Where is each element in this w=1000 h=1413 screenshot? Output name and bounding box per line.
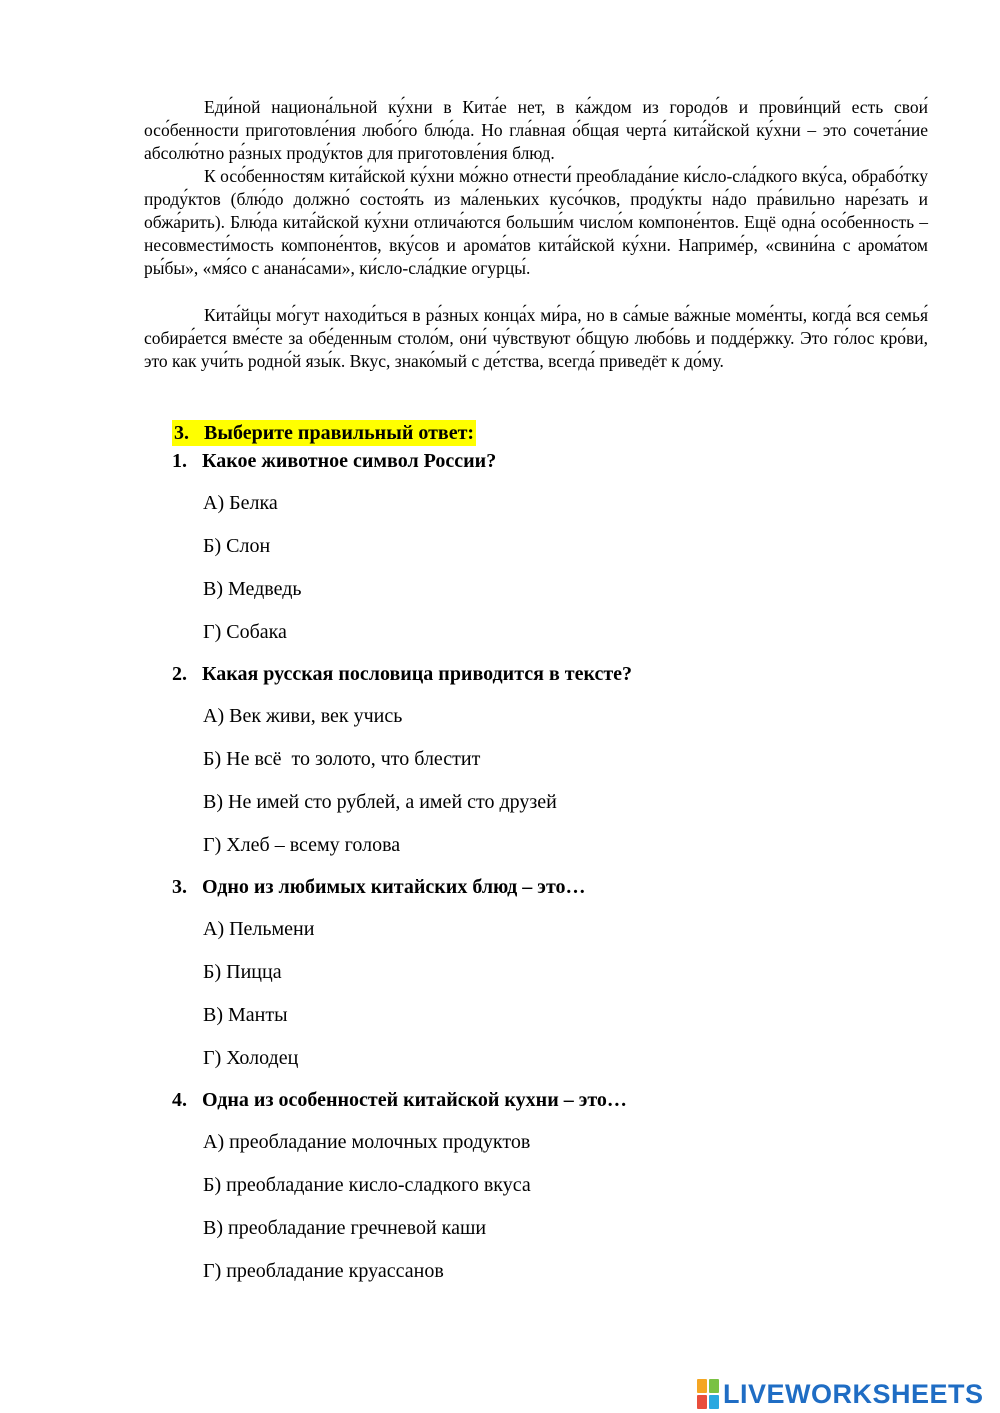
answer-option[interactable]: Г) Холодец bbox=[203, 1047, 299, 1069]
question-3 bbox=[172, 874, 586, 900]
logo-block bbox=[709, 1395, 719, 1409]
answer-option[interactable]: Б) Не всё то золото, что блестит bbox=[203, 748, 481, 770]
answer-option[interactable]: Б) преобладание кисло-сладкого вкуса bbox=[203, 1174, 531, 1196]
question-2 bbox=[172, 661, 632, 687]
answer-option[interactable]: А) Белка bbox=[203, 492, 278, 514]
answer-option[interactable]: Б) Слон bbox=[203, 535, 271, 557]
question-text: Одно из любимых китайских блюд – это… bbox=[202, 876, 586, 898]
question-4 bbox=[172, 1087, 627, 1113]
logo-blocks-icon bbox=[697, 1379, 719, 1409]
reading-paragraph-2: К осо́бенностям кита́йской ку́хни мо́жно отнести́ преоблада́ние ки́сло-сла́дкого вку́са, обрабо́тку проду́ктов (блю́до должно́ состоя́ть из ма́леньких кусо́чков, проду́кты на́до пра́вильно наре́зать и обжа́рить). Блю́да кита́йской ку́хни отлича́ются больши́м число́м компоне́нтов. Ещё одна́ осо́бенность –несовмести́мость компоне́нтов, вку́сов и арома́тов кита́йской ку́хни. Наприме́р, «свини́на с арома́том ры́бы», «мя́со с анана́сами», ки́сло-сла́дкие огурцы́. bbox=[144, 166, 928, 278]
task-number: 3. bbox=[174, 422, 189, 444]
answer-option[interactable]: Б) Пицца bbox=[203, 961, 282, 983]
liveworksheets-logo bbox=[697, 1377, 984, 1411]
question-text: Одна из особенностей китайской кухни – это… bbox=[202, 1089, 627, 1111]
reading-paragraph-1: Еди́ной национа́льной ку́хни в Кита́е нет, в ка́ждом из городо́в и прови́нций есть свои́ осо́бенности приготовле́ния любо́го блю́да. Но гла́вная о́бщая черта́ кита́йской ку́хни – это сочета́ние абсолю́тно ра́зных проду́ктов для приготовле́ния блюд. bbox=[144, 97, 928, 163]
answer-option[interactable]: Г) Хлеб – всему голова bbox=[203, 834, 401, 856]
question-number: 2. bbox=[172, 663, 187, 685]
logo-block bbox=[697, 1395, 707, 1409]
logo-block bbox=[697, 1379, 707, 1393]
answer-option[interactable]: В) Манты bbox=[203, 1004, 288, 1026]
question-number: 3. bbox=[172, 876, 187, 898]
logo-text: LIVEWORKSHEETS bbox=[723, 1378, 984, 1409]
answer-option[interactable]: Г) Собака bbox=[203, 621, 287, 643]
question-text: Какое животное символ России? bbox=[202, 450, 497, 472]
answer-option[interactable]: В) Не имей сто рублей, а имей сто друзей bbox=[203, 791, 557, 813]
answer-option[interactable]: А) преобладание молочных продуктов bbox=[203, 1131, 531, 1153]
logo-block bbox=[709, 1379, 719, 1393]
task-title: Выберите правильный ответ: bbox=[204, 422, 475, 444]
task-heading bbox=[172, 420, 476, 446]
answer-option[interactable]: Г) преобладание круассанов bbox=[203, 1260, 444, 1282]
reading-paragraph-3: Кита́йцы мо́гут находи́ться в ра́зных конца́х ми́ра, но в са́мые ва́жные моме́нты, когда́ вся семья́ собира́ется вме́сте за обе́денным столо́м, они́ чу́вствуют о́бщую любо́вь и подде́ржку. Это го́лос кро́ви, это как учи́ть родно́й язы́к. Вкус, знако́мый с де́тства, всегда́ приведёт к до́му. bbox=[144, 305, 928, 371]
question-number: 1. bbox=[172, 450, 187, 472]
answer-option[interactable]: В) Медведь bbox=[203, 578, 302, 600]
question-number: 4. bbox=[172, 1089, 187, 1111]
answer-option[interactable]: В) преобладание гречневой каши bbox=[203, 1217, 487, 1239]
answer-option[interactable]: А) Пельмени bbox=[203, 918, 315, 940]
question-text: Какая русская пословица приводится в тексте? bbox=[202, 663, 633, 685]
answer-option[interactable]: А) Век живи, век учись bbox=[203, 705, 403, 727]
question-1 bbox=[172, 448, 496, 474]
